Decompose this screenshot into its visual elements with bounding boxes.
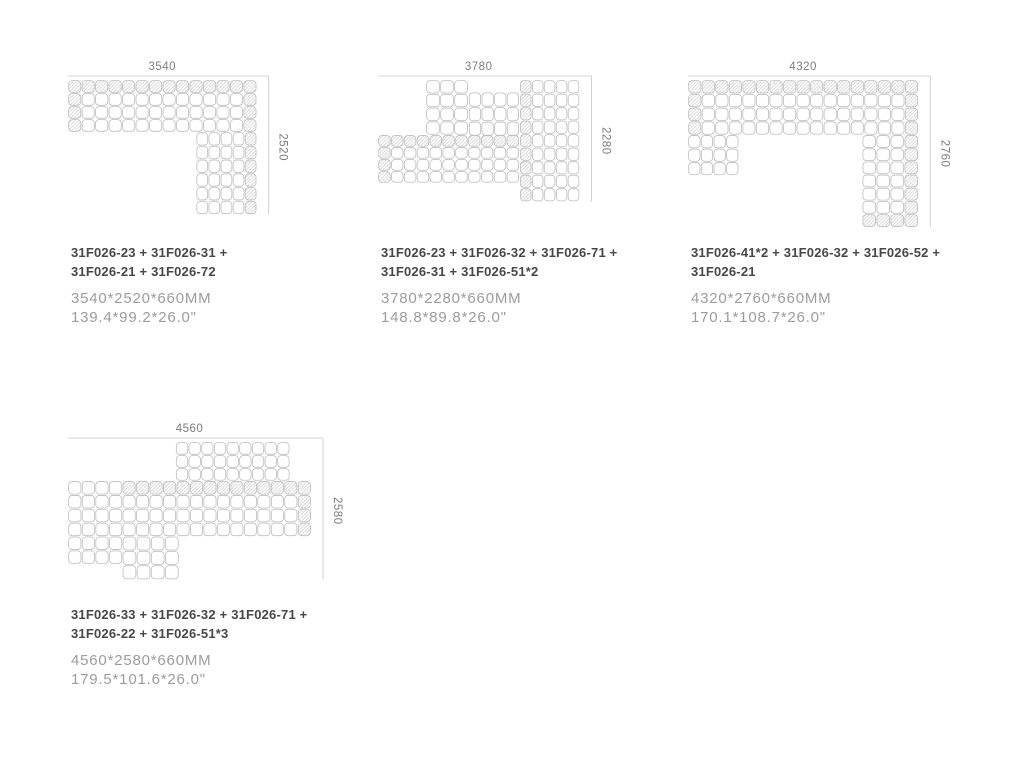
size-mm: 3540*2520*660MM <box>71 290 212 307</box>
dimension-depth-label: 2520 <box>276 133 289 161</box>
size-mm: 4560*2580*660MM <box>71 652 212 669</box>
product-codes <box>71 606 371 643</box>
product-codes <box>71 244 371 281</box>
dimension-width-label: 3540 <box>148 61 177 73</box>
size-inch: 139.4*99.2*26.0" <box>71 309 197 326</box>
product-code-line2: 31F026-21 + 31F026-72 <box>71 263 216 279</box>
product-code-line1: 31F026-41*2 + 31F026-32 + 31F026-52 + <box>691 245 941 260</box>
product-info-3 <box>691 244 991 327</box>
product-card-3 <box>688 56 998 346</box>
size-inch: 148.8*89.8*26.0" <box>381 309 507 326</box>
dimension-width-label: 3780 <box>464 61 493 73</box>
size-inch: 179.5*101.6*26.0" <box>71 671 206 688</box>
dimension-depth-label: 2280 <box>599 127 612 155</box>
sofa-configuration-diagram-4 <box>68 418 350 589</box>
size-mm: 3780*2280*660MM <box>381 290 522 307</box>
size-inch: 170.1*108.7*26.0" <box>691 309 826 326</box>
product-code-line2: 31F026-22 + 31F026-51*3 <box>71 625 229 641</box>
size-mm: 4320*2760*660MM <box>691 290 832 307</box>
product-code-line2: 31F026-21 <box>691 263 756 279</box>
dimension-width-label: 4320 <box>789 61 817 73</box>
product-code-line1: 31F026-33 + 31F026-32 + 31F026-71 + <box>71 607 308 622</box>
product-codes <box>691 244 991 281</box>
product-code-line1: 31F026-23 + 31F026-31 + <box>71 245 228 260</box>
product-codes <box>381 244 681 281</box>
product-card-4 <box>68 418 378 708</box>
product-info-1 <box>71 244 371 327</box>
product-info-4 <box>71 606 371 689</box>
dimension-width-label: 4560 <box>175 423 204 435</box>
dimension-depth-label: 2580 <box>331 497 343 525</box>
sofa-configuration-diagram-3 <box>688 56 957 237</box>
product-card-1 <box>68 56 378 346</box>
product-code-line2: 31F026-31 + 31F026-51*2 <box>381 263 539 279</box>
product-code-line1: 31F026-23 + 31F026-32 + 31F026-71 + <box>381 245 618 260</box>
sofa-configuration-diagram-1 <box>68 56 295 224</box>
product-card-2 <box>378 56 688 346</box>
dimension-depth-label: 2760 <box>938 139 951 168</box>
product-info-2 <box>381 244 681 327</box>
sofa-configuration-diagram-2 <box>378 56 618 211</box>
